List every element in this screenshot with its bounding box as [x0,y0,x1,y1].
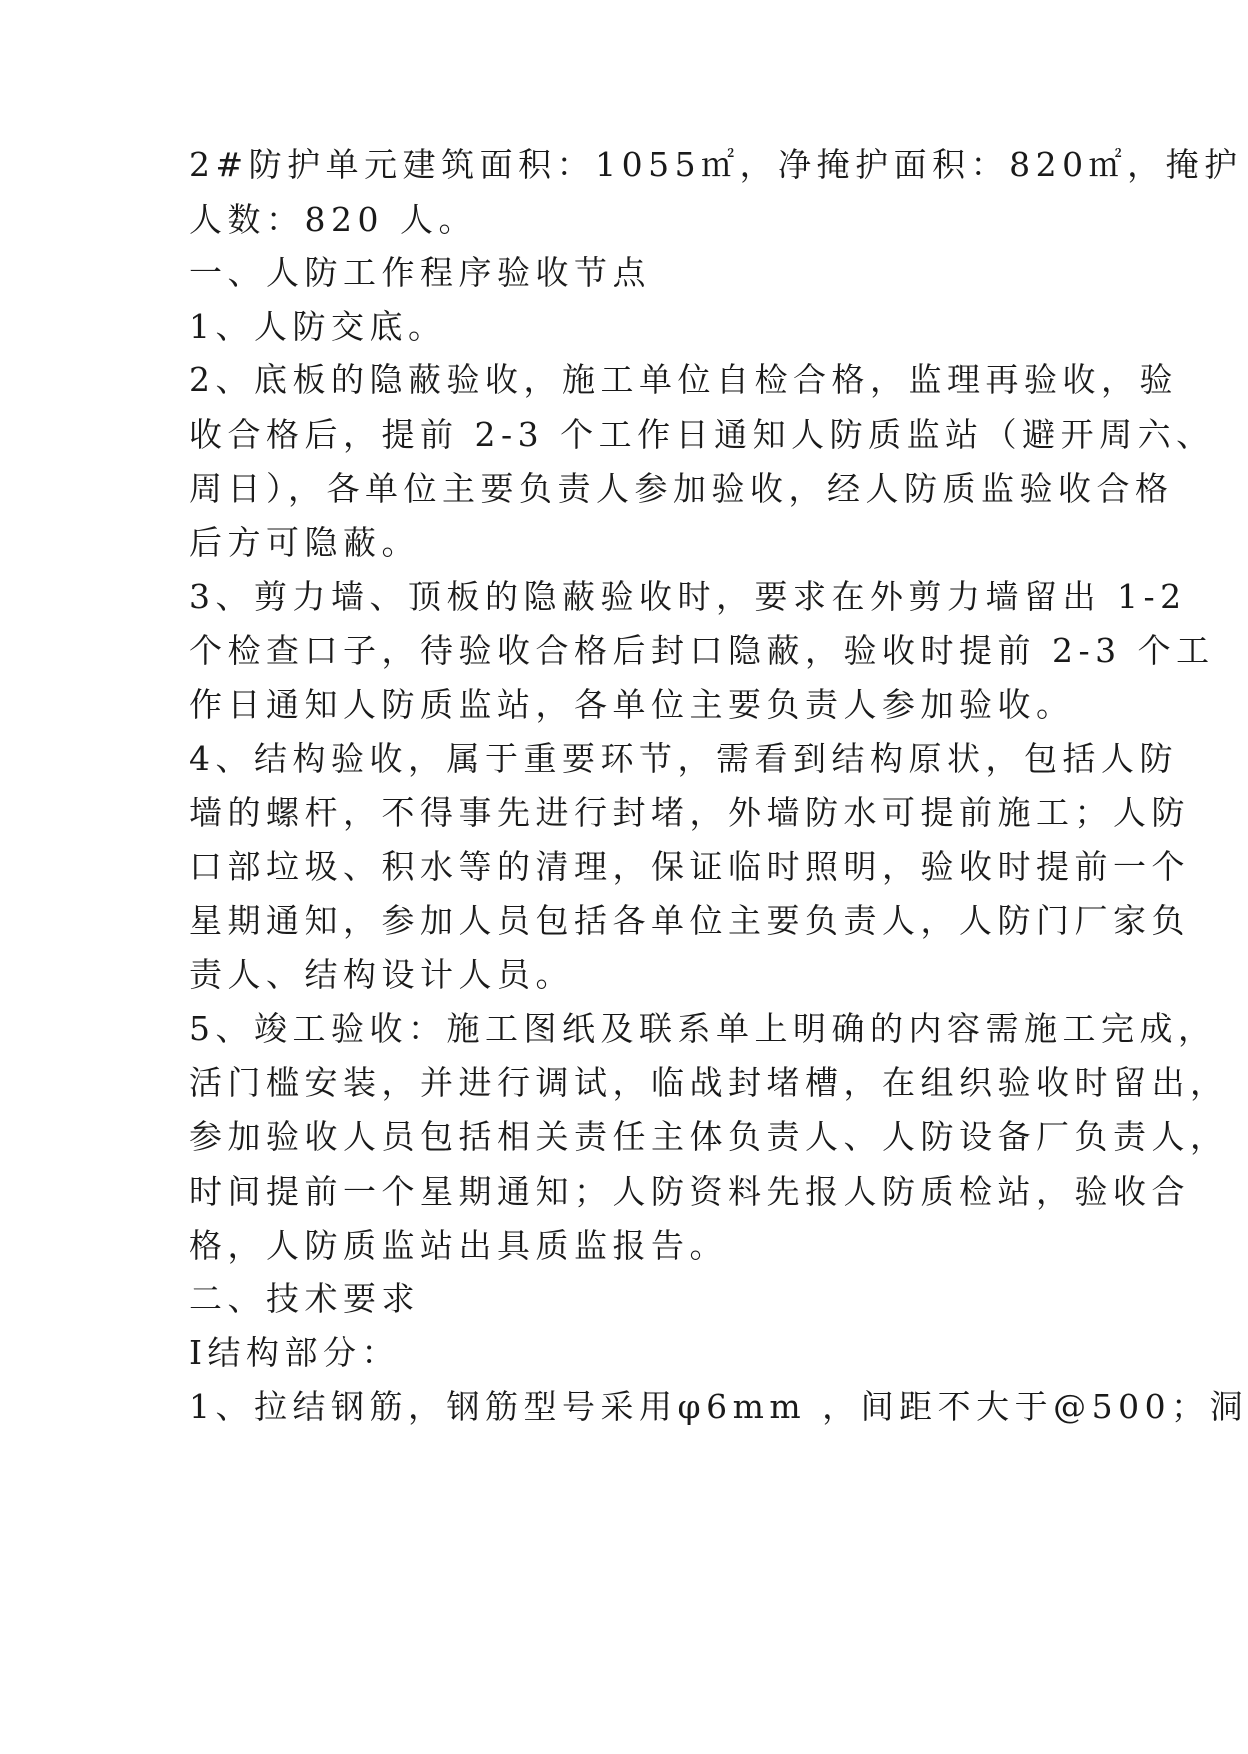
text-line: 墙的螺杆，不得事先进行封堵，外墙防水可提前施工；人防 [189,793,1190,832]
text-line: 收合格后，提前 2-3 个工作日通知人防质监站（避开周六、 [189,415,1215,454]
text-line: 后方可隐蔽。 [189,523,420,562]
text-line: 4、结构验收，属于重要环节，需看到结构原状，包括人防 [189,739,1178,778]
text-line: 1、人防交底。 [189,307,447,346]
text-line: 人数：820 人。 [189,200,477,239]
text-line: 5、竣工验收：施工图纸及联系单上明确的内容需施工完成， [189,1009,1217,1048]
text-line: 星期通知，参加人员包括各单位主要负责人，人防门厂家负 [189,901,1190,940]
text-line: 个检查口子，待验收合格后封口隐蔽，验收时提前 2-3 个工 [189,631,1215,670]
text-line: 3、剪力墙、顶板的隐蔽验收时，要求在外剪力墙留出 1-2 [189,577,1187,616]
text-line: 责人、结构设计人员。 [189,955,574,994]
text-line: 1、拉结钢筋，钢筋型号采用φ6mm ，间距不大于@500；洞 [189,1387,1248,1426]
text-line: 格，人防质监站出具质监报告。 [189,1226,728,1265]
text-line: 活门槛安装，并进行调试，临战封堵槽，在组织验收时留出， [189,1063,1229,1102]
text-line: 作日通知人防质监站，各单位主要负责人参加验收。 [189,685,1075,724]
section-heading: 一、人防工作程序验收节点 [189,253,651,292]
text-line: 周日），各单位主要负责人参加验收，经人防质监验收合格 [189,469,1174,508]
subsection-heading: Ⅰ结构部分： [189,1333,401,1372]
text-line: 口部垃圾、积水等的清理，保证临时照明，验收时提前一个 [189,847,1190,886]
text-line: 2、底板的隐蔽验收，施工单位自检合格，监理再验收，验 [189,360,1178,399]
text-line: 2#防护单元建筑面积：1055㎡，净掩护面积：820㎡，掩护 [189,145,1243,184]
text-line: 参加验收人员包括相关责任主体负责人、人防设备厂负责人， [189,1117,1229,1156]
text-line: 时间提前一个星期通知；人防资料先报人防质检站，验收合 [189,1172,1190,1211]
section-heading: 二、技术要求 [189,1279,420,1318]
